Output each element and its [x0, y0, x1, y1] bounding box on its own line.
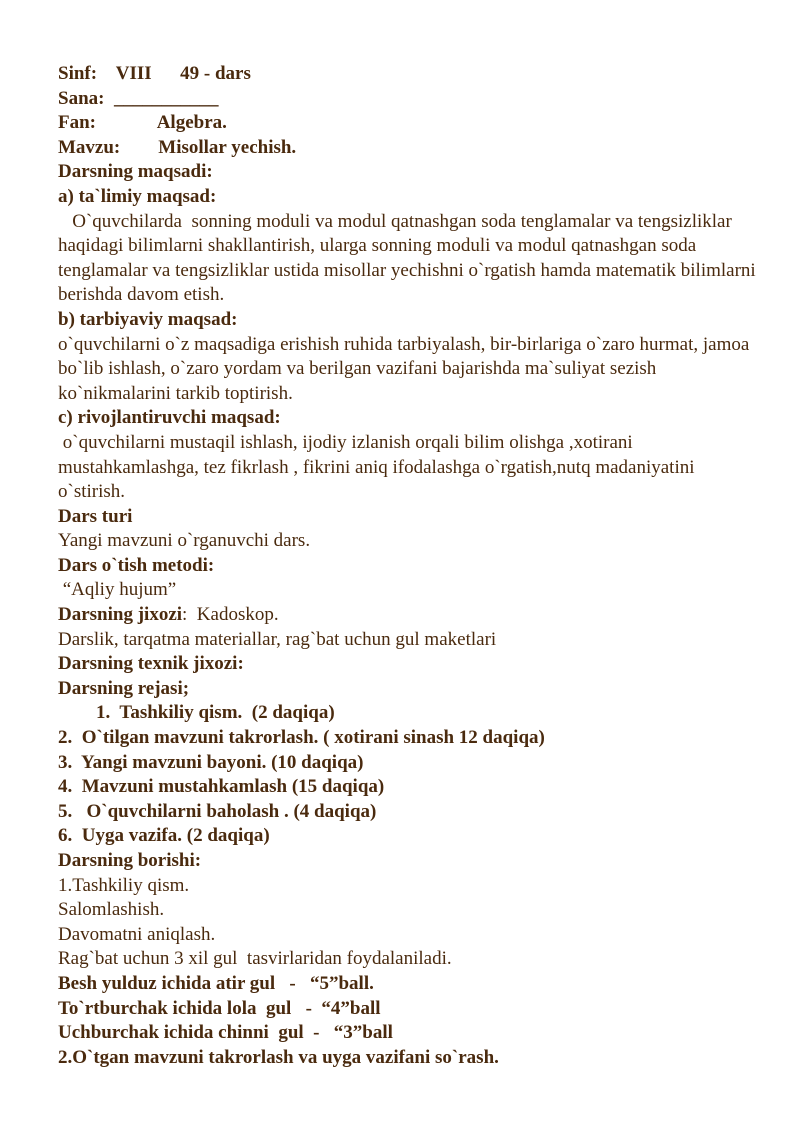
method-text: “Aqliy hujum”	[58, 579, 177, 601]
lesson-type-title: Dars turi	[58, 505, 133, 527]
plan-item-4: 4. Mavzuni mustahkamlash (15 daqiqa)	[58, 776, 385, 798]
equipment-line	[58, 603, 758, 628]
award-line-2: To`rtburchak ichida lola gul - “4”ball	[58, 997, 381, 1019]
technical-equipment-title: Darsning texnik jixozi:	[58, 653, 244, 675]
plan-title: Darsning rejasi;	[58, 677, 190, 699]
progress-line-3: Davomatni aniqlash.	[58, 923, 216, 945]
goal-c-title: c) rivojlantiruvchi maqsad:	[58, 407, 281, 429]
goal-a-title: a) ta`limiy maqsad:	[58, 185, 217, 207]
goal-c-text: o`quvchilarni mustaqil ishlash, ijodiy izlanish orqali bilim olishga ,xotirani mustahkamlashga, tez fikrlash , fikrini aniq ifodalashga o`rgatish,nutq madaniyatini o`stirish.	[58, 431, 700, 503]
progress-line-1: 1.Tashkiliy qism.	[58, 874, 190, 896]
goal-b-title: b) tarbiyaviy maqsad:	[58, 308, 238, 330]
equipment-title: Darsning jixozi	[58, 604, 183, 626]
goal-a-text: O`quvchilarda sonning moduli va modul qatnashgan soda tenglamalar va tengsizliklar haqidagi bilimlarni shakllantirish, ularga sonning moduli va modul qatnashgan soda tenglamalar va tengsizliklar ustida misollar yechishni o`rgatish hamda matematik bilimlarni berishda davom etish.	[58, 210, 761, 306]
goals-heading: Darsning maqsadi:	[58, 161, 213, 183]
topic-line: Mavzu: Misollar yechish.	[58, 136, 297, 158]
lesson-type-text: Yangi mavzuni o`rganuvchi dars.	[58, 530, 311, 552]
progress-title: Darsning borishi:	[58, 850, 202, 871]
plan-item-2: 2. O`tilgan mavzuni takrorlash. ( xotirani sinash 12 daqiqa)	[58, 727, 545, 749]
lesson-plan-document	[58, 62, 761, 1070]
plan-item-3: 3. Yangi mavzuni bayoni. (10 daqiqa)	[58, 751, 364, 773]
progress-line-4: Rag`bat uchun 3 xil gul tasvirlaridan foydalaniladi.	[58, 948, 452, 970]
date-line: Sana: ___________	[58, 87, 219, 109]
method-title: Dars o`tish metodi:	[58, 554, 215, 576]
next-section-title: 2.O`tgan mavzuni takrorlash va uyga vazifani so`rash.	[58, 1046, 499, 1068]
subject-line: Fan: Algebra.	[58, 112, 227, 134]
award-line-1: Besh yulduz ichida atir gul - “5”ball.	[58, 972, 374, 994]
goal-b-text: o`quvchilarni o`z maqsadiga erishish ruhida tarbiyalash, bir-birlariga o`zaro hurmat, jamoa bo`lib ishlash, o`zaro yordam va berilgan vazifani bajarishda ma`suliyat sezish ko`nikmalarini tarkib toptirish.	[58, 333, 750, 404]
progress-line-2: Salomlashish.	[58, 899, 165, 921]
equipment-text: : Kadoskop.	[182, 604, 279, 626]
plan-item-1: 1. Tashkiliy qism. (2 daqiqa)	[96, 702, 335, 724]
award-line-3: Uchburchak ichida chinni gul - “3”ball	[58, 1022, 393, 1044]
equipment-text-2: Darslik, tarqatma materiallar, rag`bat uchun gul maketlari	[58, 628, 497, 650]
class-line: Sinf: VIII 49 - dars	[58, 63, 251, 84]
plan-item-5: 5. O`quvchilarni baholash . (4 daqiqa)	[58, 800, 377, 822]
plan-item-6: 6. Uyga vazifa. (2 daqiqa)	[58, 825, 270, 847]
